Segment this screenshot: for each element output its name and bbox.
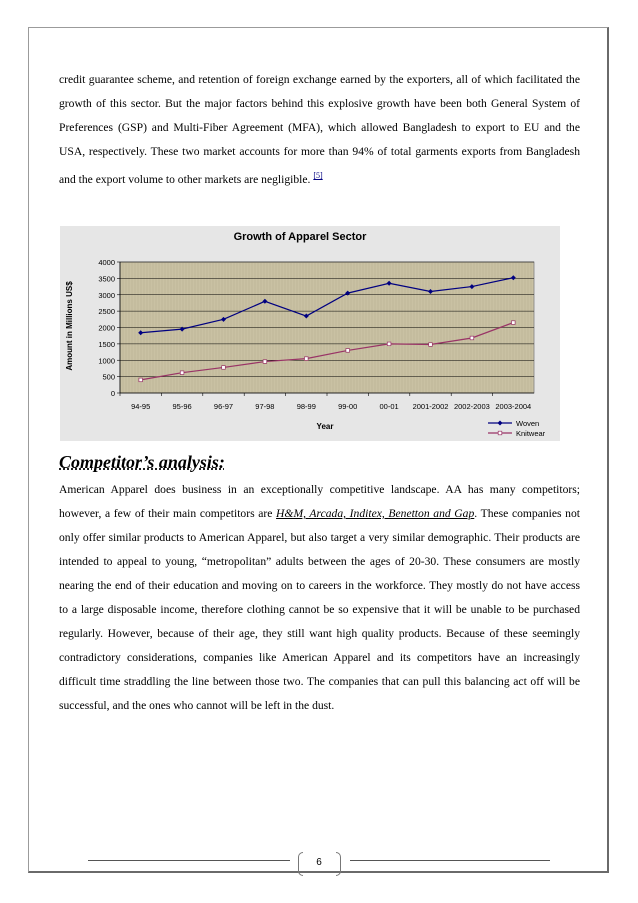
x-tick-label: 2001-2002 [412,402,449,411]
legend-marker-woven [498,421,503,426]
intro-text: credit guarantee scheme, and retention of foreign exchange earned by the exporters, all of which facilitated the growth of this sector. But the major factors behind this explosive growth have been both General System of Preferences (GSP) and Multi-Fiber Agreement (MFA), which allowed Bangladesh to export to EU and the USA, respectively. These two market accounts for more than 94% of total garments exports from Bangladesh and the export volume to other markets are negligible. [59,73,580,186]
x-tick-label: 2002-2003 [453,402,490,411]
data-point-knitwear [139,378,143,382]
legend-label-woven: Woven [516,419,540,428]
apparel-growth-chart [60,226,560,441]
competitor-text-start: American Apparel does business in an exceptionally competitive landscape. AA has many competitors; however, a few of their main competitors are [59,483,580,520]
data-point-knitwear [346,349,350,353]
y-tick-label: 0 [110,389,115,398]
page-number: 6 [316,857,322,868]
competitor-text-end: . These companies not only offer similar products to American Apparel, but also target a very similar demographic. Their products are intended to appeal to young, “metropolitan” adults between the ages of 20-30. These consumers are mostly nearing the end of their education and moving on to careers in the workforce. They mostly do not have access to a large disposable income, therefore clothing cannot be so expensive that it will be unable to be purchased regularly. However, because of their age, they still want high quality products. Because of these seemingly contradictory considerations, companies like American Apparel and its competitors have an increasingly difficult time straddling the line between those two. The companies that can pull this balancing act off will be successful, and the ones who cannot will be left in the dust. [59,507,580,712]
legend-marker-knitwear [498,431,502,435]
y-tick-label: 2500 [98,307,115,317]
citation-link[interactable]: [5] [313,171,323,180]
y-tick-label: 1000 [98,356,115,366]
data-point-knitwear [180,371,184,375]
competitor-heading: Competitor’s analysis: [59,452,225,472]
y-tick-label: 3500 [98,274,115,284]
data-point-knitwear [305,357,309,361]
footer-rule-left [88,860,290,861]
chart-plot-area [98,258,545,438]
page-number-bracket-right [336,852,341,876]
competitor-list: H&M, Arcada, Inditex, Benetton and Gap [276,507,475,520]
data-point-knitwear [429,343,433,347]
legend-label-knitwear: Knitwear [516,429,546,438]
y-tick-label: 2000 [98,323,115,333]
page-number-bracket-left [298,852,303,876]
y-tick-label: 3000 [98,290,115,300]
data-point-knitwear [263,360,267,364]
x-tick-label: 96-97 [213,402,234,411]
chart-y-axis-label: Amount in Millions US$ [65,281,74,371]
data-point-knitwear [470,336,474,340]
data-point-knitwear [222,366,226,370]
chart-svg [60,226,560,441]
footer-rule-right [350,860,550,861]
x-tick-label: 97-98 [255,402,275,411]
data-point-knitwear [512,321,516,325]
chart-title: Growth of Apparel Sector [233,231,367,243]
competitor-paragraph [59,478,580,718]
x-tick-label: 94-95 [131,402,151,411]
x-tick-label: 95-96 [172,402,192,411]
y-tick-label: 1500 [98,339,115,349]
data-point-knitwear [387,342,391,346]
x-tick-label: 98-99 [296,402,316,411]
x-tick-label: 99-00 [338,402,358,411]
y-tick-label: 4000 [98,258,115,267]
x-tick-label: 2003-2004 [495,402,532,411]
x-tick-label: 00-01 [379,402,399,411]
y-tick-label: 500 [102,372,115,382]
intro-paragraph [59,68,580,192]
chart-x-axis-label: Year [316,422,334,431]
